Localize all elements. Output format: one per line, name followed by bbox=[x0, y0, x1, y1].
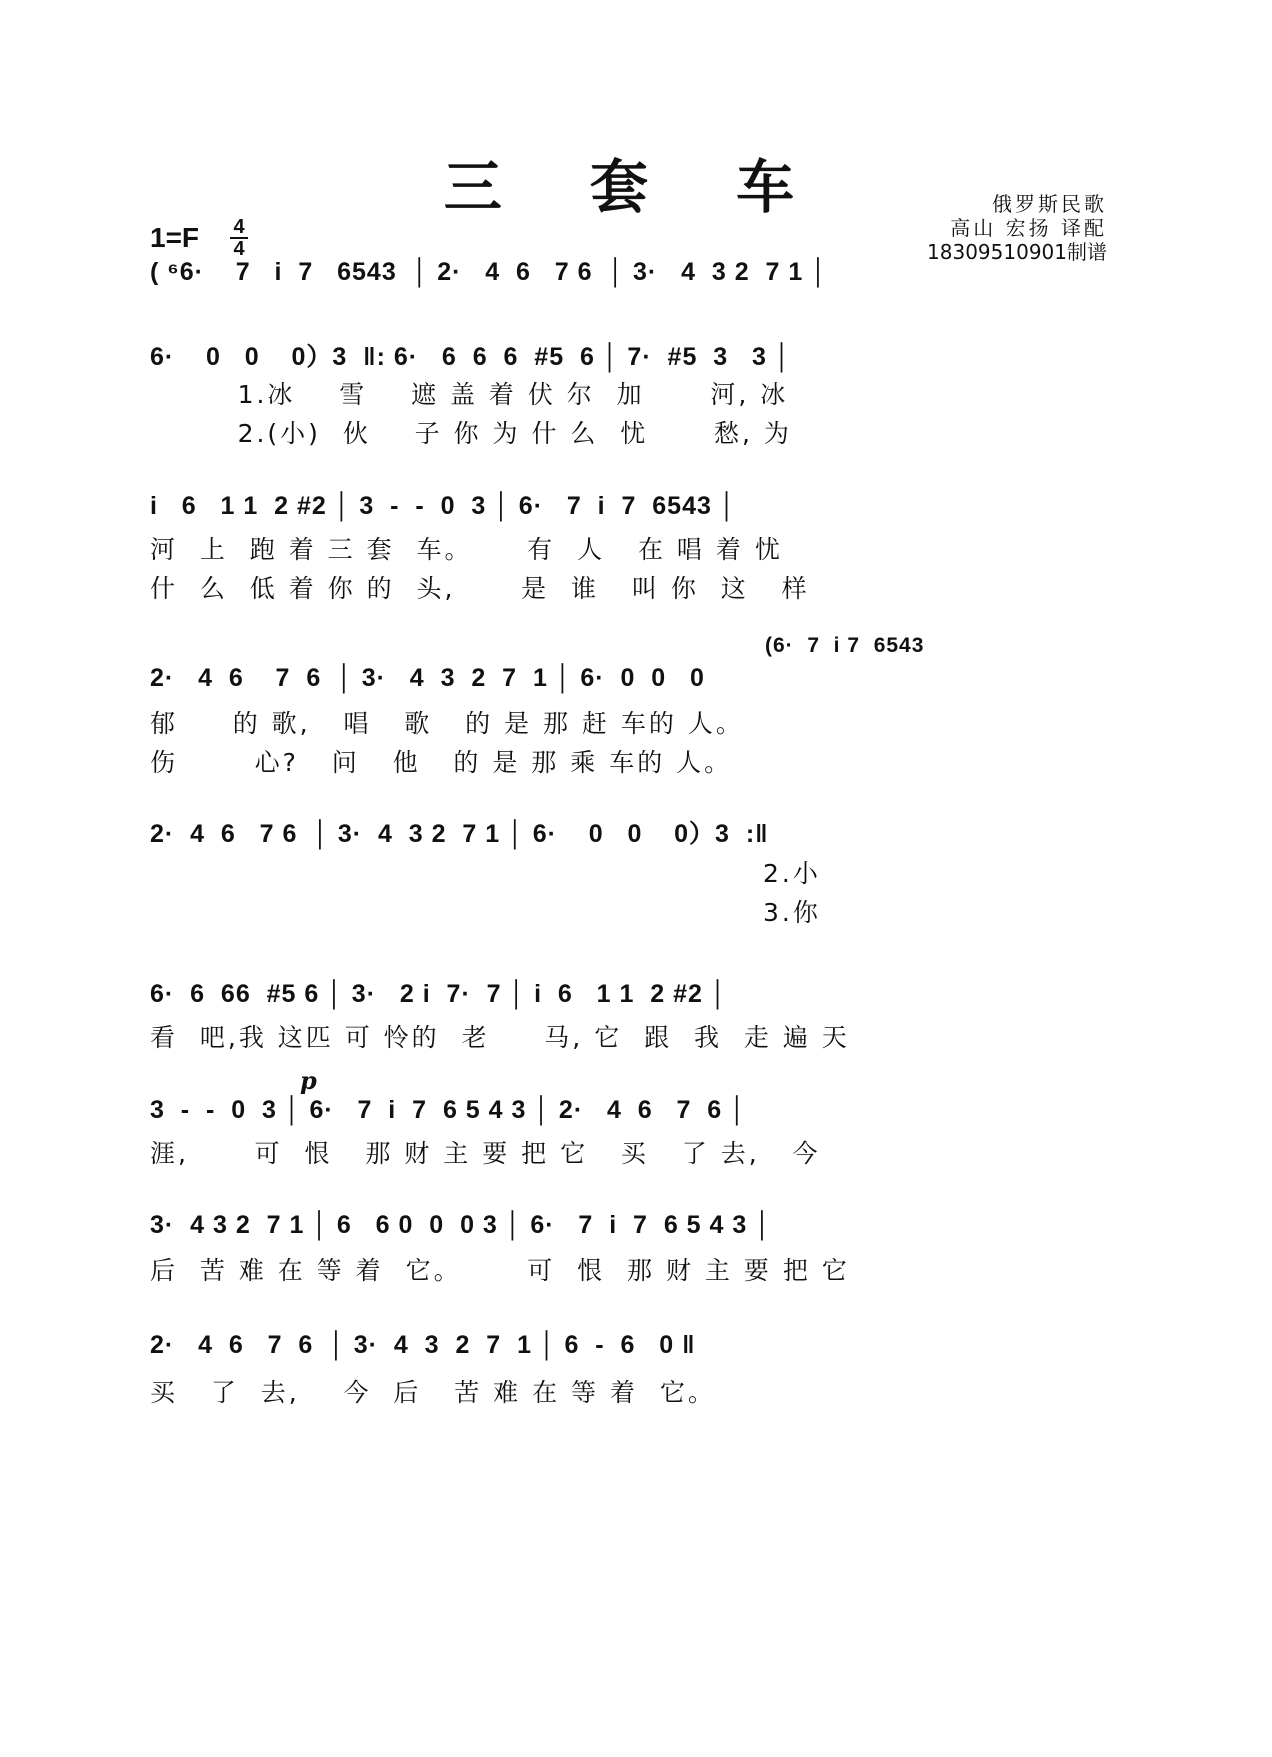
credit-origin: 俄罗斯民歌 bbox=[992, 192, 1107, 216]
lyric-line: 后 苦 难 在 等 着 它。 可 恨 那 财 主 要 把 它 bbox=[150, 1256, 850, 1285]
notes-line: i 6 1 1 2 #2 │ 3 - - 0 3 │ 6· 7 i 7 6543 │ bbox=[150, 492, 737, 520]
lyric-verse-2: 什 么 低 着 你 的 头, 是 谁 叫 你 这 样 bbox=[150, 574, 810, 603]
lyric-verse-2: 伤 心? 问 他 的 是 那 乘 车的 人。 bbox=[150, 748, 733, 777]
notes-line: ( ⁶6· 7 i 7 6543 │ 2· 4 6 7 6 │ 3· 4 3 2 7 1 │ bbox=[150, 258, 828, 286]
lyric-line: 涯, 可 恨 那 财 主 要 把 它 买 了 去, 今 bbox=[150, 1139, 821, 1168]
notes-line: 6· 6 66 #5 6 │ 3· 2 i 7· 7 │ i 6 1 1 2 #2 │ bbox=[150, 980, 728, 1008]
dynamic-marking: p bbox=[300, 1066, 317, 1095]
notes-line: 2· 4 6 7 6 │ 3· 4 3 2 7 1 │ 6· 0 0 0 bbox=[150, 664, 705, 692]
notes-line: 3· 4 3 2 7 1 │ 6 6 0 0 0 3 │ 6· 7 i 7 6 5 4 3 │ bbox=[150, 1211, 772, 1239]
lyric-verse-2-start: 2.小 bbox=[150, 859, 821, 888]
time-signature bbox=[230, 218, 248, 258]
lyric-verse-1: 河 上 跑 着 三 套 车。 有 人 在 唱 着 忧 bbox=[150, 535, 783, 564]
lyric-verse-1: 1.冰 雪 遮 盖 着 伏 尔 加 河, 冰 bbox=[150, 380, 789, 409]
notes-line: 2· 4 6 7 6 │ 3· 4 3 2 7 1 │ 6 - 6 0 ‖ bbox=[150, 1331, 696, 1359]
page-title: 三 套 车 bbox=[443, 153, 829, 221]
credit-translators: 高山 宏扬 译配 bbox=[950, 216, 1107, 240]
lyric-line: 看 吧,我 这匹 可 怜的 老 马, 它 跟 我 走 遍 天 bbox=[150, 1023, 850, 1052]
lyric-verse-1: 郁 的 歌, 唱 歌 的 是 那 赶 车的 人。 bbox=[150, 709, 744, 738]
key-signature: 1=F bbox=[150, 222, 200, 253]
interlude-notes: (6· 7 i 7 6543 bbox=[765, 634, 925, 657]
lyric-line: 买 了 去, 今 后 苦 难 在 等 着 它。 bbox=[150, 1378, 716, 1407]
lyric-verse-2: 2.(小) 伙 子 你 为 什 么 忧 愁, 为 bbox=[150, 419, 792, 448]
time-top: 4 bbox=[233, 216, 245, 238]
time-bottom: 4 bbox=[233, 238, 245, 260]
notes-line: 2· 4 6 7 6 │ 3· 4 3 2 7 1 │ 6· 0 0 0）3 :‖ bbox=[150, 820, 769, 848]
lyric-verse-3-start: 3.你 bbox=[150, 898, 821, 927]
notes-line: 3 - - 0 3 │ 6· 7 i 7 6 5 4 3 │ 2· 4 6 7 6 │ bbox=[150, 1096, 747, 1124]
notes-line: 6· 0 0 0）3 ‖: 6· 6 6 6 #5 6 │ 7· #5 3 3 │ bbox=[150, 343, 792, 371]
credit-engraver: 18309510901制谱 bbox=[927, 240, 1107, 264]
